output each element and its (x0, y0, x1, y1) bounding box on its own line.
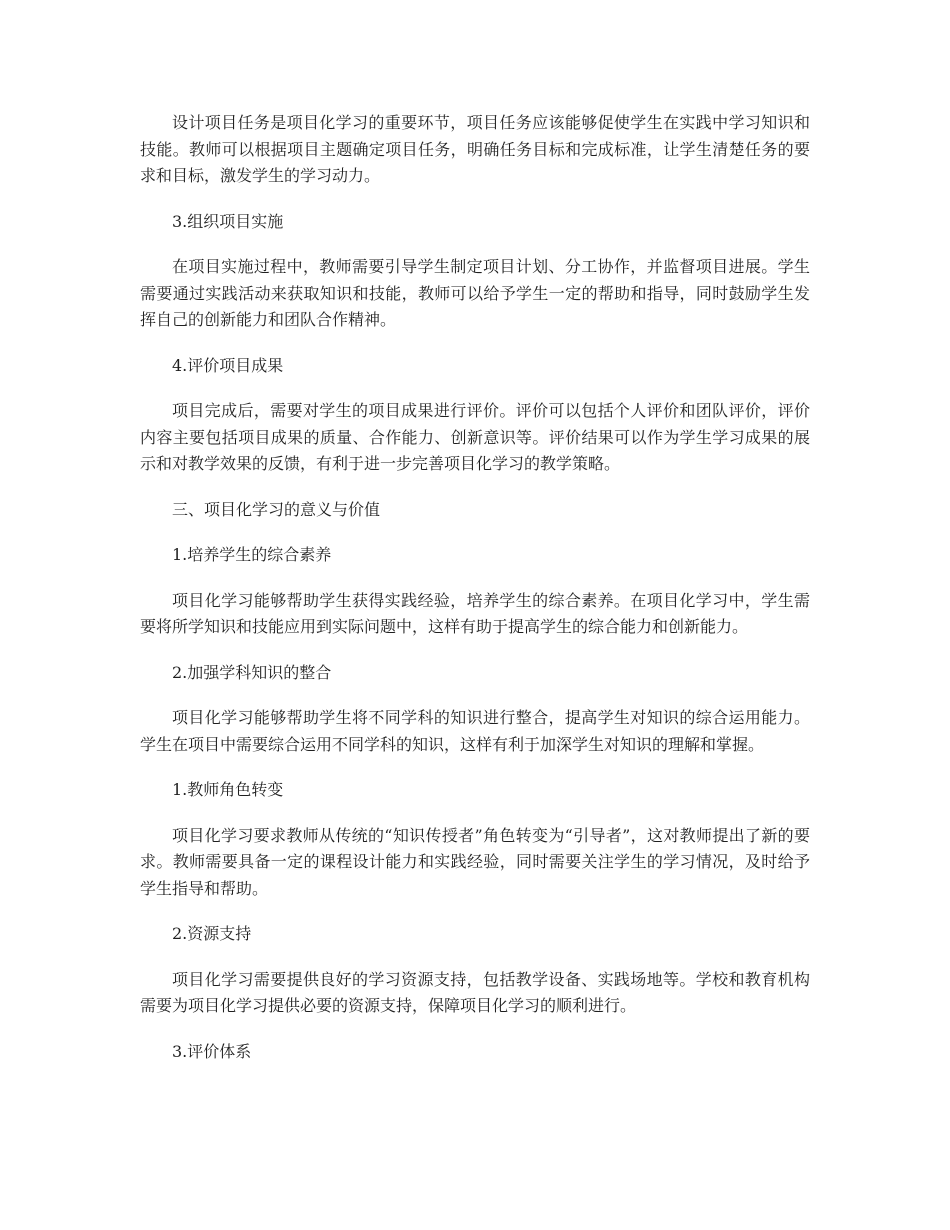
heading-evaluate-results: 4.评价项目成果 (172, 355, 284, 375)
heading-teacher-role: 1.教师角色转变 (172, 780, 284, 799)
heading-organize-implementation: 3.组织项目实施 (172, 211, 284, 231)
paragraph-comprehensive-literacy: 项目化学习能够帮助学生获得实践经验，培养学生的综合素养。在项目化学习中，学生需要将所学知识和技能应用到实际问题中，这样有助于提高学生的综合能力和创新能力。 (140, 590, 810, 636)
heading-evaluation-system: 3.评价体系 (172, 1041, 252, 1061)
document-body (140, 110, 810, 1084)
paragraph-implementation: 在项目实施过程中，教师需要引导学生制定项目计划、分工协作，并监督项目进展。学生需要通过实践活动来获取知识和技能，教师可以给予学生一定的帮助和指导，同时鼓励学生发挥自己的创新能力和团队合作精神。 (140, 257, 810, 329)
heading-comprehensive-literacy: 1.培养学生的综合素养 (172, 545, 332, 564)
heading-resource-support: 2.资源支持 (172, 924, 252, 943)
paragraph-knowledge-integration: 项目化学习能够帮助学生将不同学科的知识进行整合，提高学生对知识的综合运用能力。学生在项目中需要综合运用不同学科的知识，这样有利于加深学生对知识的理解和掌握。 (140, 708, 810, 754)
section-heading-significance: 三、项目化学习的意义与价值 (172, 499, 381, 519)
paragraph-resource-support: 项目化学习需要提供良好的学习资源支持，包括教学设备、实践场地等。学校和教育机构需要为项目化学习提供必要的资源支持，保障项目化学习的顺利进行。 (140, 969, 810, 1015)
paragraph-design-task: 设计项目任务是项目化学习的重要环节，项目任务应该能够促使学生在实践中学习知识和技能。教师可以根据项目主题确定项目任务，明确任务目标和完成标准，让学生清楚任务的要求和目标，激发学生的学习动力。 (140, 113, 810, 185)
paragraph-evaluation: 项目完成后，需要对学生的项目成果进行评价。评价可以包括个人评价和团队评价，评价内容主要包括项目成果的质量、合作能力、创新意识等。评价结果可以作为学生学习成果的展示和对教学效果的反馈，有利于进一步完善项目化学习的教学策略。 (140, 401, 810, 473)
paragraph-teacher-role: 项目化学习要求教师从传统的“知识传授者”角色转变为“引导者”，这对教师提出了新的要求。教师需要具备一定的课程设计能力和实践经验，同时需要关注学生的学习情况，及时给予学生指导和帮助。 (140, 825, 810, 898)
heading-knowledge-integration: 2.加强学科知识的整合 (172, 662, 332, 682)
